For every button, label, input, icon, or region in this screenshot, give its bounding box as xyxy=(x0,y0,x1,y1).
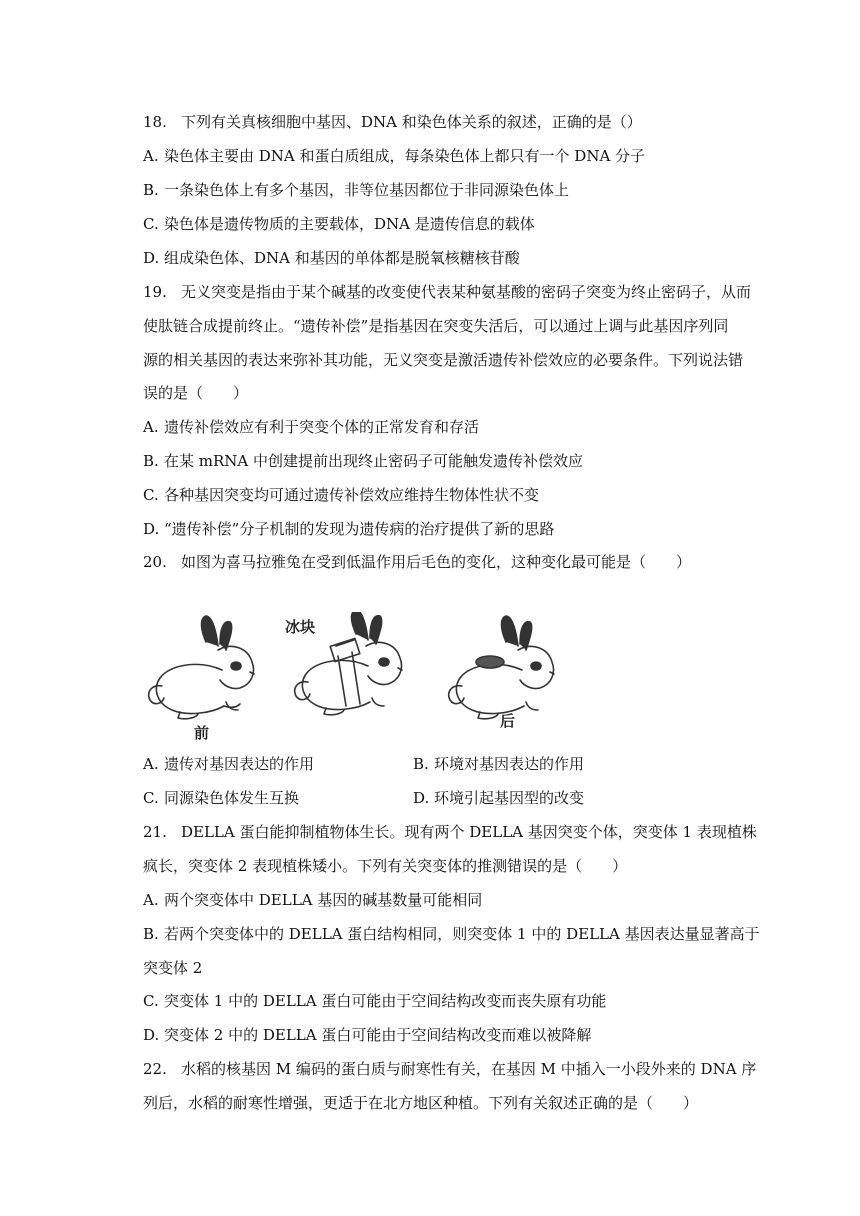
q19-stem-line-3: 源的相关基因的表达来弥补其功能，无义突变是激活遗传补偿效应的必要条件。下列说法错 xyxy=(143,351,744,369)
q19-stem-text: 无义突变是指由于某个碱基的改变使代表某种氨基酸的密码子突变为终止密码子，从而 xyxy=(181,283,752,301)
q18-stem-text: 下列有关真核细胞中基因、DNA 和染色体关系的叙述，正确的是（） xyxy=(181,113,642,131)
q18-option-a xyxy=(143,146,645,166)
option-text: 两个突变体中 DELLA 基因的碱基数量可能相同 xyxy=(164,891,483,909)
q21-number: 21. xyxy=(143,823,167,841)
q19-option-a xyxy=(143,417,479,437)
option-text: 组成染色体、DNA 和基因的单体都是脱氧核糖核苷酸 xyxy=(164,249,520,267)
q18-option-d xyxy=(143,248,520,268)
option-text: 突变体 1 中的 DELLA 蛋白可能由于空间结构改变而丧失原有功能 xyxy=(164,992,607,1010)
option-text: 环境引起基因型的改变 xyxy=(434,789,585,807)
q22-stem-line-1 xyxy=(143,1059,756,1079)
option-label: A. xyxy=(143,418,159,436)
rabbit-after-drawing xyxy=(449,616,554,719)
option-text: 一条染色体上有多个基因，非等位基因都位于非同源染色体上 xyxy=(164,181,570,199)
option-text: 突变体 2 中的 DELLA 蛋白可能由于空间结构改变而难以被降解 xyxy=(164,1026,592,1044)
option-text: “遗传补偿”分子机制的发现为遗传病的治疗提供了新的思路 xyxy=(164,520,555,538)
q19-stem-line-4: 误的是（ ） xyxy=(143,384,249,402)
option-text: 同源染色体发生互换 xyxy=(164,789,300,807)
option-label: B. xyxy=(413,755,429,773)
q21-option-c xyxy=(143,991,606,1011)
q21-stem-line-2: 疯长，突变体 2 表现植株矮小。下列有关突变体的推测错误的是（ ） xyxy=(143,857,628,875)
q18-option-b xyxy=(143,180,569,200)
q20-stem xyxy=(143,552,691,572)
option-text: 遗传补偿效应有利于突变个体的正常发育和存活 xyxy=(164,418,480,436)
q19-stem-line-1 xyxy=(143,282,751,302)
option-text: 环境对基因表达的作用 xyxy=(434,755,585,773)
q20-number: 20. xyxy=(143,553,167,571)
q22-stem-line-2: 列后，水稻的耐寒性增强，更适于在北方地区种植。下列有关叙述正确的是（ ） xyxy=(143,1094,699,1112)
option-label: C. xyxy=(143,215,159,233)
option-text: 染色体主要由 DNA 和蛋白质组成，每条染色体上都只有一个 DNA 分子 xyxy=(164,147,646,165)
option-label: C. xyxy=(143,992,159,1010)
option-text: 各种基因突变均可通过遗传补偿效应维持生物体性状不变 xyxy=(164,486,540,504)
q19-option-c xyxy=(143,485,539,505)
q21-option-b-continuation: 突变体 2 xyxy=(143,959,203,977)
option-text: 在某 mRNA 中创建提前出现终止密码子可能触发遗传补偿效应 xyxy=(164,452,584,470)
q22-number: 22. xyxy=(143,1060,167,1078)
option-label: C. xyxy=(143,789,159,807)
q20-options-row-1 xyxy=(143,754,743,774)
option-text: 遗传对基因表达的作用 xyxy=(164,755,315,773)
q18-option-c xyxy=(143,214,535,234)
q21-option-d xyxy=(143,1025,591,1045)
option-label: A. xyxy=(143,891,159,909)
q20-stem-text: 如图为喜马拉雅兔在受到低温作用后毛色的变化，这种变化最可能是（ ） xyxy=(181,553,692,571)
q21-stem-line-1 xyxy=(143,822,757,842)
option-label: B. xyxy=(143,452,159,470)
q21-option-a xyxy=(143,890,482,910)
option-label: D. xyxy=(143,520,160,538)
option-label: D. xyxy=(143,249,160,267)
figure-label-ice: 冰块 xyxy=(285,618,316,636)
figure-label-after: 后 xyxy=(500,712,516,730)
option-label: C. xyxy=(143,486,159,504)
option-label: B. xyxy=(143,925,159,943)
option-text: 染色体是遗传物质的主要载体，DNA 是遗传信息的载体 xyxy=(164,215,535,233)
q20-options-row-2 xyxy=(143,788,743,808)
q18-stem xyxy=(143,112,642,132)
q22-stem-text: 水稻的核基因 M 编码的蛋白质与耐寒性有关，在基因 M 中插入一小段外来的 DNA 序 xyxy=(181,1060,757,1078)
q19-number: 19. xyxy=(143,283,167,301)
q21-stem-text: DELLA 蛋白能抑制植物体生长。现有两个 DELLA 基因突变个体，突变体 1 表现植株 xyxy=(181,823,757,841)
q19-option-d xyxy=(143,519,554,539)
option-label: D. xyxy=(413,789,430,807)
option-label: A. xyxy=(143,755,159,773)
q20-option-d xyxy=(413,788,584,808)
option-label: D. xyxy=(143,1026,160,1044)
figure-label-before: 前 xyxy=(194,724,210,742)
q21-option-b xyxy=(143,924,760,944)
q20-option-a xyxy=(143,755,314,773)
q19-stem-line-2: 使肽链合成提前终止。“遗传补偿”是指基因在突变失活后，可以通过上调与此基因序列同 xyxy=(143,317,729,335)
q20-option-c xyxy=(143,789,299,807)
rabbit-before-drawing xyxy=(149,616,254,719)
option-label: A. xyxy=(143,147,159,165)
q19-option-b xyxy=(143,451,583,471)
q18-number: 18. xyxy=(143,113,167,131)
rabbit-figure xyxy=(140,612,570,744)
option-text: 若两个突变体中的 DELLA 蛋白结构相同，则突变体 1 中的 DELLA 基因表达量显著高于 xyxy=(164,925,760,943)
q20-option-b xyxy=(413,754,584,774)
option-label: B. xyxy=(143,181,159,199)
